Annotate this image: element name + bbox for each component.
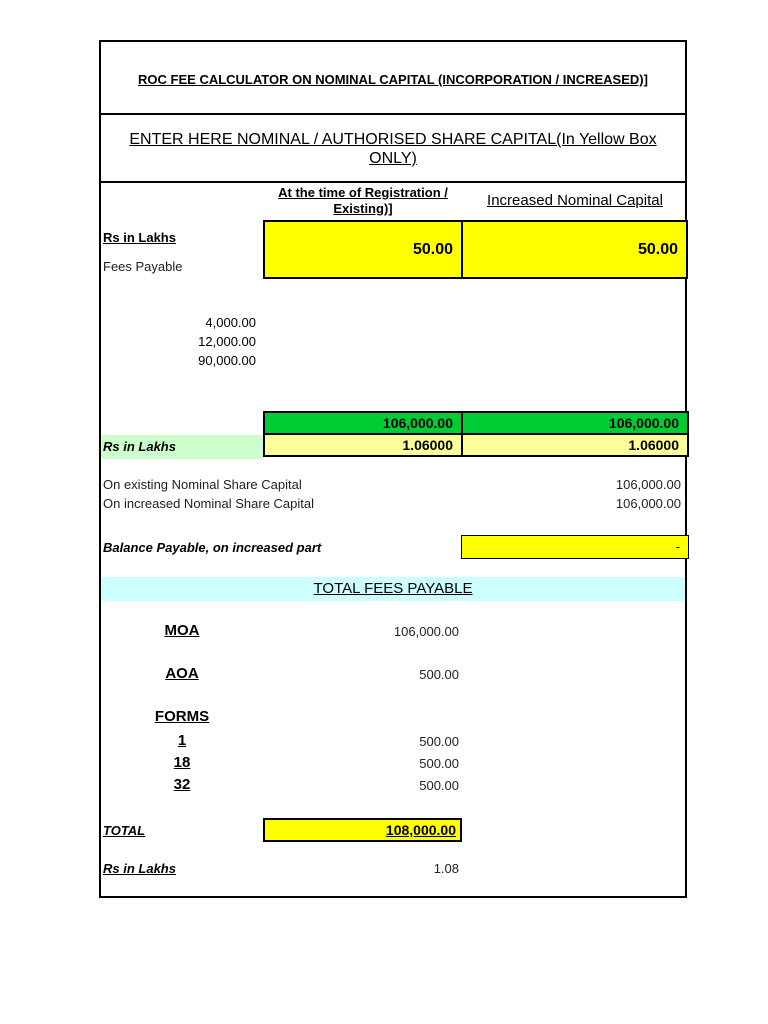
lakhs-label-cell	[101, 435, 263, 459]
balance-label: Balance Payable, on increased part	[103, 540, 322, 555]
slab-fee-3: 90,000.00	[198, 353, 256, 368]
moa-label: MOA	[164, 622, 200, 639]
existing-capital-fee-value: 106,000.00	[615, 477, 681, 492]
grand-total-lakhs-label: Rs in Lakhs	[103, 861, 176, 876]
slab-fee-2: 12,000.00	[198, 334, 256, 349]
existing-capital-fee-label: On existing Nominal Share Capital	[103, 477, 302, 492]
form-fee-value: 500.00	[419, 756, 459, 771]
increased-fee-total: 106,000.00	[461, 411, 689, 435]
moa-value: 106,000.00	[393, 624, 459, 639]
increased-capital-input[interactable]: 50.00	[461, 220, 688, 279]
forms-label: FORMS	[154, 708, 210, 725]
fee-calculator-sheet	[99, 40, 687, 898]
total-fees-banner	[101, 577, 685, 601]
fees-payable-label: Fees Payable	[103, 259, 183, 274]
page-title: ROC FEE CALCULATOR ON NOMINAL CAPITAL (INCORPORATION / INCREASED)]	[138, 72, 648, 87]
aoa-label: AOA	[165, 665, 199, 682]
aoa-value: 500.00	[419, 667, 459, 682]
form-number: 32	[173, 776, 191, 793]
grand-total-label: TOTAL	[103, 823, 146, 838]
existing-capital-input[interactable]: 50.00	[263, 220, 463, 279]
input-unit-label: Rs in Lakhs	[103, 230, 176, 245]
divider	[101, 181, 685, 183]
form-number: 1	[177, 732, 187, 749]
instruction-text: ENTER HERE NOMINAL / AUTHORISED SHARE CAPITAL(In Yellow Box ONLY)	[129, 131, 657, 167]
slab-fee-1: 4,000.00	[205, 315, 256, 330]
grand-total-value: 108,000.00	[263, 818, 462, 842]
form-number: 18	[173, 754, 191, 771]
increased-fee-lakhs: 1.06000	[461, 433, 689, 457]
column-header-increased: Increased Nominal Capital	[487, 192, 663, 209]
lakhs-label: Rs in Lakhs	[103, 439, 176, 454]
column-header-registration: At the time of Registration / Existing)]	[278, 185, 448, 216]
grand-total-lakhs-value: 1.08	[433, 861, 459, 876]
balance-value: -	[461, 535, 689, 559]
increased-capital-fee-value: 106,000.00	[615, 496, 681, 511]
form-fee-value: 500.00	[419, 734, 459, 749]
total-fees-heading: TOTAL FEES PAYABLE	[313, 580, 473, 597]
existing-fee-total: 106,000.00	[263, 411, 463, 435]
increased-capital-fee-label: On increased Nominal Share Capital	[103, 496, 314, 511]
form-fee-value: 500.00	[419, 778, 459, 793]
existing-fee-lakhs: 1.06000	[263, 433, 463, 457]
divider	[101, 113, 685, 115]
